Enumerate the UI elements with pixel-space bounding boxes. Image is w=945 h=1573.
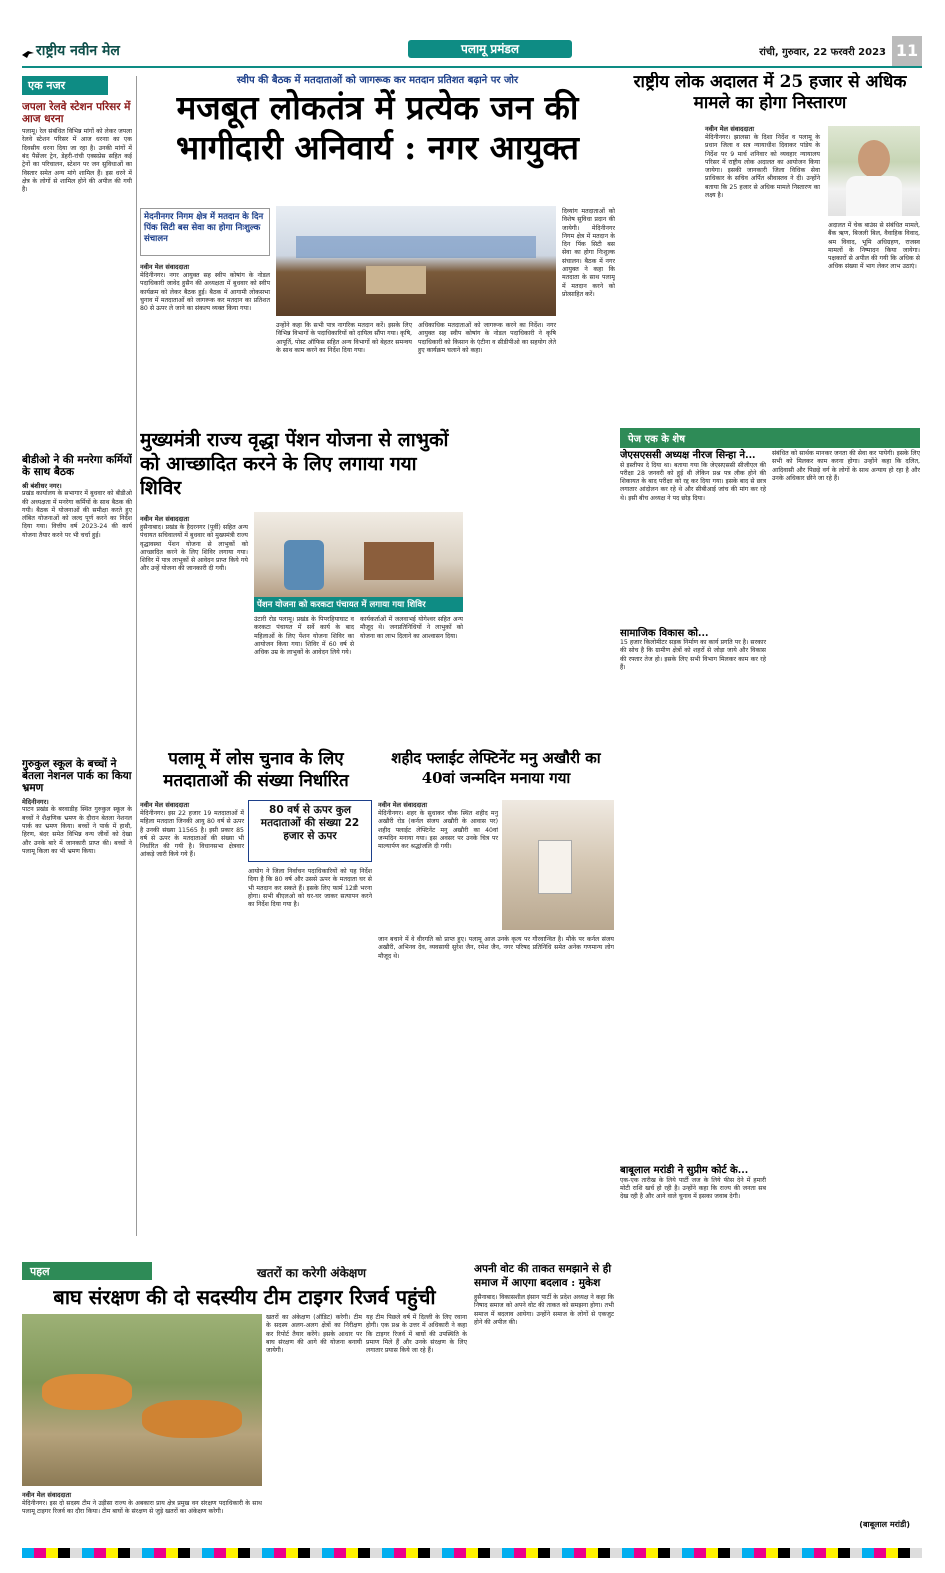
- lok-adalat-headline: राष्ट्रीय लोक अदालत में 25 हजार से अधिक मामले का होगा निस्तारण: [633, 72, 907, 113]
- manu-byline: नवीन मेल संवाददाता: [378, 801, 427, 809]
- paper-name: राष्ट्रीय नवीन मेल: [36, 43, 120, 59]
- ek-nazar-text-1: पलामू। रेल संबंधित विभिन्न मांगों को लेकर जपला रेलवे स्टेशन परिसर में आज धरनाा का एक दिवसीय धरना दिया जा रहा है। उनकी मांगों में बंद पैसेंजर ट्रेन, डेहरी-रांची एक्सप्रेस सहित कई ट्रेनों का परिचालन, स्टेशन पर जन सुविधाओं का विस्तार समेत अन्य मांगे शामिल हैं। इस धरने में क्षेत्र के लोगों से शामिल होने की अपील की गयी है।: [22, 128, 132, 194]
- shesh-text-1: से इस्तीफा दे दिया था। बताया गया कि जेएसएससी सीजीएल की परीक्षा 28 जनवरी को हुई थी लेकिन प्रश्न पत्र लीक होने की शिकायत के बाद परीक्षा को रद्द कर दिया गया। इसके बाद से छात्र लगातार आंदोलन कर रहे थे और सीबीआई जांच की मांग कर रहे थे। इसी बीच अध्यक्ष ने पद छोड़ दिया।: [620, 461, 766, 502]
- top-story-body-1: मेदिनीनगर। नगर आयुक्त सह स्वीप कोषांग के नोडल पदाधिकारी जावेद हुसैन की अध्यक्षता में बुधवार को स्वीप कार्यक्रम को लेकर बैठक हुई। बैठक में आगामी लोकसभा चुनाव में मतदाताओं को जागरूक कर मतदान का प्रतिशत 80 से ऊपर ले जाने का संकल्प व्यक्त किया गया।: [140, 272, 270, 313]
- shesh-text-2: 15 हजार किलोमीटर सड़क निर्माण का कार्य प्रगति पर है। सरकार की सोच है कि ग्रामीण क्षेत्रों को शहरों से जोड़ा जाये और विकास की रफ्तार तेज हो। इसके लिए सभी विभाग मिलकर काम कर रहे हैं।: [620, 639, 766, 671]
- mukesh-headline: अपनी वोट की ताकत समझाने से ही समाज में आएगा बदलाव : मुकेश: [474, 1263, 612, 1289]
- pension-byline: नवीन मेल संवाददाता: [140, 515, 189, 523]
- pahal-body-3: यह टीम पिछले वर्ष में दिल्ली के लिए रवाना होगी। एक प्रश्न के उत्तर में अधिकारी ने कहा कि टाइगर रिजर्व में बाघों की उपस्थिति के प्रमाण मिले हैं और उनके संरक्षण के लिए लगातार प्रयास किये जा रहे हैं।: [366, 1314, 467, 1355]
- shesh-headline-1: जेएसएससी अध्यक्ष नीरज सिन्हा ने...: [620, 450, 756, 461]
- pahal-section: [22, 1262, 467, 1540]
- mukesh-story: [474, 1262, 614, 1540]
- pahal-body-1: मेदिनीनगर। इस दो सदस्य टीम ने उड़ीसा राज्य के अबकारा प्राय क्षेत्र प्रमुख वन संरक्षण पदाधिकारी के साथ पलामू टाइगर रिजर्व का दौरा किया। टीम बाघों के संरक्षण से जुड़े खतरों का अंकेक्षण करेगी।: [22, 1500, 262, 1516]
- ek-nazar-tag: एक नजर: [22, 76, 108, 95]
- ek-nazar-headline-2: बीडीओ ने की मनरेगा कर्मियों के साथ बैठक: [22, 454, 132, 479]
- pension-story: [140, 428, 463, 746]
- lok-adalat-byline: नवीन मेल संवाददाता: [705, 125, 754, 133]
- pahal-tag: पहल: [22, 1262, 152, 1280]
- ek-nazar-byline-2: श्री बंशीधर नगर।: [22, 482, 62, 491]
- lok-sabha-box: 80 वर्ष से ऊपर कुल मतदाताओं की संख्या 22 हजार से ऊपर: [248, 800, 372, 862]
- ek-nazar-headline-3: गुरुकुल स्कूल के बच्चों ने बेतला नेशनल पार्क का किया भ्रमण: [22, 758, 132, 795]
- ek-nazar-byline-3: मेदिनीनगर।: [22, 798, 49, 807]
- photo-manu: [502, 800, 614, 930]
- top-story-box: मेदनीनगर निगम क्षेत्र में मतदान के दिन पिंक सिटी बस सेवा का होगा निःशुल्क संचालन: [140, 208, 270, 256]
- pension-caption: पेंशन योजना को करकटा पंचायत में लगाया गया शिविर: [254, 597, 463, 612]
- photo-meeting: [276, 206, 556, 316]
- photo-portrait: [828, 126, 920, 216]
- signature: (बाबूलाल मरांडी): [859, 1520, 910, 1529]
- yuvak-story: [470, 428, 612, 746]
- photo-tigers: [22, 1314, 262, 1486]
- ek-nazar-text-3: पाटन प्रखंड के बरवाडीह स्थित गुरुकुल स्कूल के बच्चों ने शैक्षणिक भ्रमण के दौरान बेतला नेशनल पार्क का भ्रमण किया। बच्चों ने पार्क में हाथी, हिरण, बंदर समेत विभिन्न वन्य जीवों को देखा और उनके बारे में जानकारी प्राप्त की। बच्चों ने पलामू किला का भी भ्रमण किया।: [22, 806, 132, 855]
- pahal-body-2: खतरों का अंकेक्षण (ऑडिट) करेगी। टीम के सदस्य अलग-अलग क्षेत्रों का निरीक्षण कर रिपोर्ट तैयार करेंगे। इसके आधार पर बाघ संरक्षण की आगे की योजना बनायी जायेगी।: [266, 1314, 362, 1355]
- shesh-text-3: एक-एक तारीख के लिये पार्टी जज के लिये फीस देने में हमारी मोटी राशि खर्च हो रही है। उन्होंने कहा कि राज्य की जनता सब देख रही है और आने वाले चुनाव में इसका जवाब देगी।: [620, 1176, 766, 1201]
- pahal-byline: नवीन मेल संवाददाता: [22, 1491, 71, 1499]
- pension-body-1: हुसैनाबाद। प्रखंड के हैदरनगर (पूर्वी) सहित अन्य पंचायत सचिवालयों में बुधवार को मुख्यमंत्री राज्य वृद्धावस्था पेंशन योजना से लाभुकों को आच्छादित करने के लिए शिविर लगाया गया। शिविर में पात्र लाभुकों से आवेदन प्राप्त किये गये और उन्हें योजना की जानकारी दी गयी।: [140, 524, 248, 573]
- shesh-headline-2: सामाजिक विकास को...: [620, 627, 709, 639]
- manu-story: [378, 748, 614, 1258]
- mukesh-body: हुसैनाबाद। विकासशील इंसान पार्टी के प्रदेश अध्यक्ष ने कहा कि निषाद समाज को अपने वोट की ताकत को समझना होगा। तभी समाज में बदलाव आयेगा। उन्होंने समाज के लोगों से एकजुट होने की अपील की।: [474, 1294, 614, 1326]
- pension-headline: मुख्यमंत्री राज्य वृद्धा पेंशन योजना से लाभुकों को आच्छादित करने के लिए लगाया गया शिविर: [140, 429, 449, 499]
- shesh-text-4: संबंधित को सार्थक मानकर जनता की सेवा कर पायेगी। इसके लिए सभी को मिलकर काम करना होगा। उन्होंने कहा कि दलित, आदिवासी और पिछड़े वर्ग के लोगों के साथ अन्याय हो रहा है और उनके अधिकार छीने जा रहे हैं।: [772, 450, 920, 482]
- top-story-body-3: अधिकाधिक मतदाताओं को जागरूक करने का निर्देश। नगर आयुक्त सह स्वीप कोषांग के नोडल पदाधिकारी ने कृषि पदाधिकारी को किसान के एंटीना व सीडीपीओ का सहयोग लेते हुए कार्यक्रम चलाने को कहा।: [418, 322, 556, 354]
- print-color-bar: [22, 1548, 922, 1558]
- dateline: रांची, गुरुवार, 22 फरवरी 2023: [759, 47, 886, 58]
- lok-sabha-story: [140, 748, 372, 1258]
- bird-icon: [22, 44, 34, 54]
- masthead: [22, 36, 922, 68]
- pahal-headline: बाघ संरक्षण की दो सदस्यीय टीम टाइगर रिजर्व पहुंची: [53, 1285, 436, 1309]
- shesh-headline-3: बाबूलाल मरांडी ने सुप्रीम कोर्ट के...: [620, 1165, 749, 1176]
- top-story: [140, 72, 615, 424]
- lok-sabha-body-1: मेदिनीनगर। इस 22 हजार 19 मतदाताओं में महिला मतदाता जिनकी आयु 80 वर्ष से ऊपर है उनकी संख्या 11565 है। इसी प्रकार 85 वर्ष से ऊपर के मतदाताओं की संख्या भी निर्धारित की गयी है। विधानसभा क्षेत्रवार आंकड़े जारी किये गये हैं।: [140, 810, 244, 859]
- manu-headline: शहीद फ्लाईट लेफ्टिनेंट मनु अखौरी का 40वां जन्मदिन मनाया गया: [391, 749, 601, 787]
- pension-body-3: कार्यकर्ताओं में जलवाभई योगेश्वर सहित अन्य मौजूद थे। जनप्रतिनिधियों ने लाभुकों को योजना का लाभ दिलाने का आश्वासन दिया।: [360, 616, 463, 640]
- photo-pension: [254, 512, 463, 612]
- top-story-byline: नवीन मेल संवाददाता: [140, 263, 189, 271]
- lok-adalat-body-1: मेदिनीनगर। झालसा के दिशा निर्देश व पलामू के प्रधान जिला व सत्र न्यायाधीश दिवाकर पांडेय के निर्देश पर 9 मार्च शनिवार को व्यवहार न्यायालय परिसर में राष्ट्रीय लोक अदालत का आयोजन किया जायेगा। इसकी जानकारी जिला विधिक सेवा प्राधिकार के सचिव अर्पित श्रीवास्तव ने दी। उन्होंने बताया कि 25 हजार से अधिक मामले निस्तारण का लक्ष्य है।: [705, 134, 820, 200]
- lok-adalat-body-2: अदालत में चेक बाउंस से संबंधित मामले, बैंक ऋण, बिजली बिल, वैवाहिक विवाद, श्रम विवाद, भूमि अधिग्रहण, राजस्व मामलों के निष्पादन किया जायेगा। पक्षकारों से अपील की गयी कि अधिक से अधिक संख्या में भाग लेकर लाभ उठाएं।: [828, 222, 920, 271]
- ek-nazar-headline-1: जपला रेलवे स्टेशन परिसर में आज धरना: [22, 101, 131, 126]
- column-divider: [136, 76, 137, 1236]
- top-story-body-4: दिव्यांग मतदाताओं को विशेष सुविधा प्रदान की जायेगी। मेदिनीनगर निगम क्षेत्र में मतदान के दिन पिंक सिटी बस सेवा का होगा निःशुल्क संचालन। बैठक में नगर आयुक्त ने कहा कि मतदाता के साथ पलामू में मतदान करने को प्रोत्साहित करें।: [562, 208, 615, 298]
- top-story-headline: मजबूत लोकतंत्र में प्रत्येक जन की भागीदारी अनिवार्य : नगर आयुक्त: [176, 88, 579, 167]
- pension-body-2: उंटारी रोड पलामू। प्रखंड के पिपरहियाघाट व करकटा पंचायत में सर्वे कार्य के बाद महिलाओं के लिए पेंशन योजना शिविर का आयोजन किया गया। शिविर में 60 वर्ष से अधिक उम्र के लाभुकों के आवेदन लिये गये।: [254, 616, 354, 657]
- pahal-kicker: खतरों का करेगी अंकेक्षण: [256, 1266, 367, 1280]
- top-story-body-2: उन्होंने कहा कि सभी पात्र नागरिक मतदान करें। इसके लिए विभिन्न विभागों के पदाधिकारियों को दायित्व सौंपा गया। कृषि, आपूर्ति, पोस्ट ऑफिस सहित अन्य विभागों को बेहतर समन्वय के साथ काम करने का निर्देश दिया गया।: [276, 322, 412, 354]
- manu-body-2: जान बचाने में वे वीरगति को प्राप्त हुए। पलामू आज उनके कृत्य पर गौरवान्वित है। मौके पर कर्नल संजय अखौरी, अभिनव देव, व्यवसायी सुरेश जैन, रमेश जैन, नगर परिषद प्रतिनिधि समेत अनेक गणमान्य लोग मौजूद थे।: [378, 936, 614, 960]
- top-story-kicker: स्वीप की बैठक में मतदाताओं को जागरूक कर मतदान प्रतिशत बढ़ाने पर जोर: [236, 75, 519, 86]
- lok-adalat-story: [620, 72, 920, 424]
- lok-sabha-body-2: आयोग ने जिला निर्वाचन पदाधिकारियों को यह निर्देश दिया है कि 80 वर्ष और उससे ऊपर के मतदाता घर से भी मतदान कर सकते हैं। इसके लिए फार्म 12डी भरना होगा। सभी बीएलओ को घर-घर जाकर सत्यापन करने का निर्देश दिया गया है।: [248, 868, 372, 909]
- page-number: 11: [892, 36, 922, 66]
- ek-nazar-text-2: प्रखंड कार्यालय के सभागार में बुधवार को बीडीओ की अध्यक्षता में मनरेगा कर्मियों के साथ बैठक की गयी। बैठक में योजनाओं की समीक्षा करते हुए लंबित योजनाओं को जल्द पूर्ण करने का निर्देश दिया गया। वित्तीय वर्ष 2023-24 की कार्य योजना तैयार करने पर भी चर्चा हुई।: [22, 490, 132, 539]
- page-one-remainder: [620, 428, 920, 1540]
- section-tab: पलामू प्रमंडल: [408, 40, 572, 58]
- ek-nazar-column: [22, 76, 132, 1236]
- manu-body-1: मेदिनीनगर। शहर के सुधाकर चौक स्थित शहीद मनु अखौरी रोड (कर्नल संजय अखौरी के आवास पर) शहीद फ्लाईट लेफ्टिनेंट मनु अखौरी का 40वां जन्मदिन मनाया गया। इस अवसर पर उनके चित्र पर माल्यार्पण कर श्रद्धांजलि दी गयी।: [378, 810, 498, 851]
- lok-sabha-byline: नवीन मेल संवाददाता: [140, 801, 189, 809]
- page-one-tag: पेज एक के शेष: [620, 428, 920, 448]
- lok-sabha-headline: पलामू में लोस चुनाव के लिए मतदाताओं की संख्या निर्धारित: [163, 749, 349, 791]
